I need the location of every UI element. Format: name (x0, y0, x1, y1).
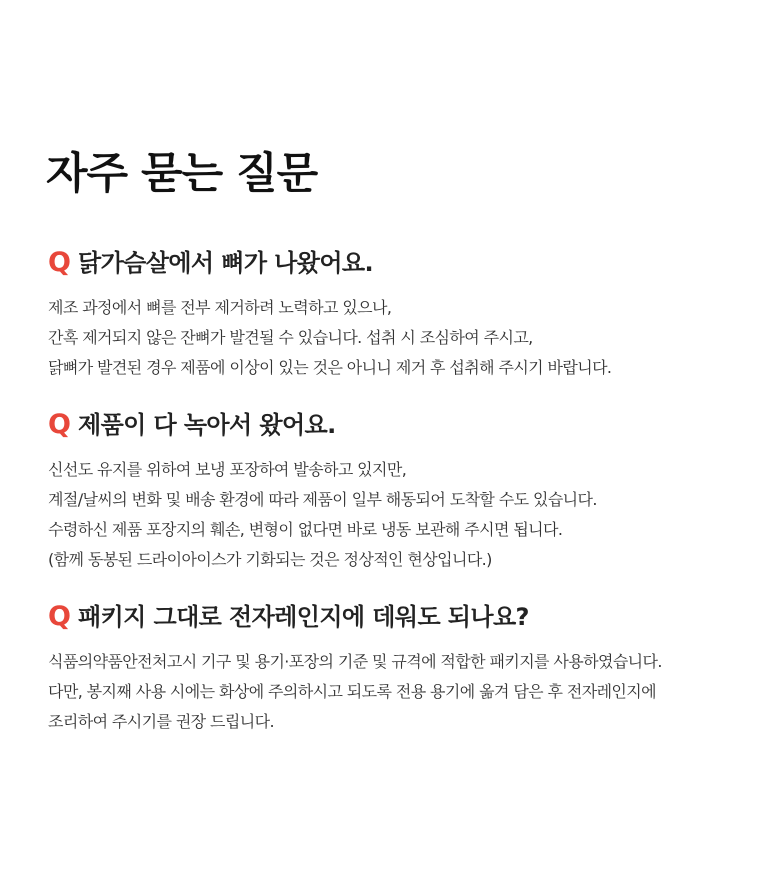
answer-line: 식품의약품안전처고시 기구 및 용기·포장의 기준 및 규격에 적합한 패키지를 사용하였습니다. (48, 652, 662, 671)
answer-line: 수령하신 제품 포장지의 훼손, 변형이 없다면 바로 냉동 보관해 주시면 됩니다. (48, 520, 563, 539)
faq-answer-3 (48, 647, 768, 737)
answer-line: 제조 과정에서 뼈를 전부 제거하려 노력하고 있으나, (48, 298, 392, 317)
question-text: 닭가슴살에서 뼈가 나왔어요. (78, 249, 374, 277)
faq-item-2 (48, 405, 768, 575)
page-title: 자주 묻는 질문 (46, 149, 318, 199)
faq-answer-2 (48, 455, 768, 575)
faq-question-1 (48, 243, 768, 283)
faq-answer-1 (48, 293, 768, 383)
q-mark-icon: Q (48, 601, 71, 632)
faq-item-3 (48, 597, 768, 737)
q-mark-icon: Q (48, 409, 71, 440)
answer-line: 신선도 유지를 위하여 보냉 포장하여 발송하고 있지만, (48, 460, 407, 479)
answer-line: 조리하여 주시기를 권장 드립니다. (48, 712, 274, 731)
faq-question-3 (48, 597, 768, 637)
answer-line: 다만, 봉지째 사용 시에는 화상에 주의하시고 되도록 전용 용기에 옮겨 담은 후 전자레인지에 (48, 682, 656, 701)
question-text: 패키지 그대로 전자레인지에 데워도 되나요? (78, 603, 529, 631)
faq-item-1 (48, 243, 768, 383)
faq-question-2 (48, 405, 768, 445)
q-mark-icon: Q (48, 247, 71, 278)
answer-line: 닭뼈가 발견된 경우 제품에 이상이 있는 것은 아니니 제거 후 섭취해 주시기 바랍니다. (48, 358, 612, 377)
question-text: 제품이 다 녹아서 왔어요. (78, 411, 336, 439)
answer-line: 간혹 제거되지 않은 잔뼈가 발견될 수 있습니다. 섭취 시 조심하여 주시고, (48, 328, 533, 347)
answer-line: (함께 동봉된 드라이아이스가 기화되는 것은 정상적인 현상입니다.) (48, 550, 492, 569)
answer-line: 계절/날씨의 변화 및 배송 환경에 따라 제품이 일부 해동되어 도착할 수도 있습니다. (48, 490, 597, 509)
